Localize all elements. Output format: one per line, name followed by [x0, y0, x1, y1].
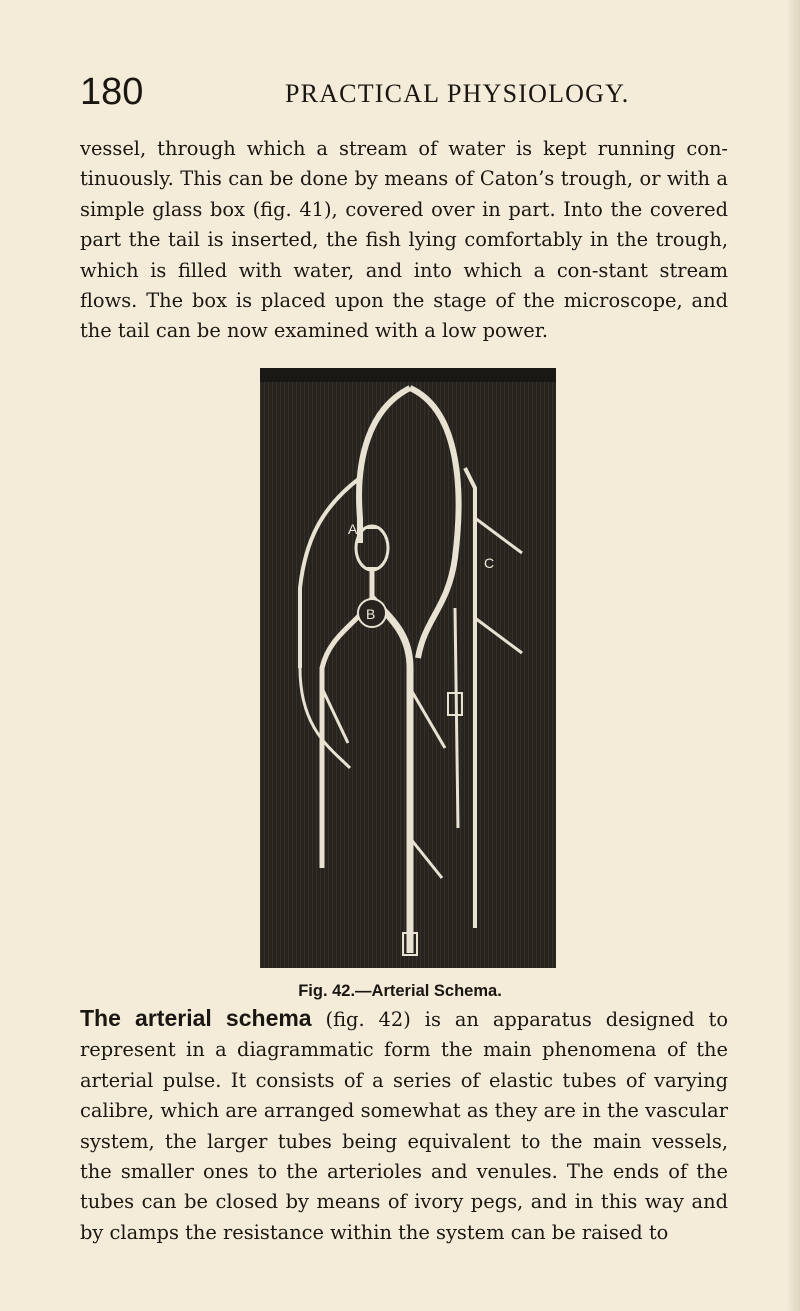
label-a: A: [348, 521, 358, 537]
page-header: [80, 70, 720, 114]
label-c: C: [484, 555, 495, 571]
figure-top-band: [260, 368, 556, 382]
paragraph-arterial-schema: [80, 1003, 728, 1248]
arterial-schema-illustration: [260, 368, 556, 968]
running-head: PRACTICAL PHYSIOLOGY.: [285, 79, 630, 108]
paragraph-lead-in: The arterial schema: [80, 1005, 312, 1031]
figure-caption: Fig. 42.—Arterial Schema.: [298, 982, 502, 1000]
arterial-schema-figure: [260, 368, 556, 968]
paragraph-intro: vessel, through which a stream of water is kept running con-tinuously. This can be done by means of Caton’s trough, or with a simple glass box (fig. 41), covered over in part. Into the covered part the tail is inserted, the fish lying comfortably in the trough, which is filled with water, and into which a con-stant stream flows. The box is placed upon the stage of the microscope, and the tail can be now examined with a low power.: [80, 137, 728, 343]
page-number: 180: [80, 71, 144, 113]
label-b: B: [366, 606, 376, 622]
paragraph-body: (fig. 42) is an apparatus designed to represent in a diagrammatic form the main phenomena of the arterial pulse. It consists of a series of elastic tubes of varying calibre, which are arranged somewhat as they are in the vascular system, the larger tubes being equivalent to the main vessels, the smaller ones to the arterioles and venules. The ends of the tubes can be closed by means of ivory pegs, and in this way and by clamps the resistance within the system can be raised to: [80, 1008, 728, 1244]
page-edge-shadow: [786, 0, 800, 1311]
